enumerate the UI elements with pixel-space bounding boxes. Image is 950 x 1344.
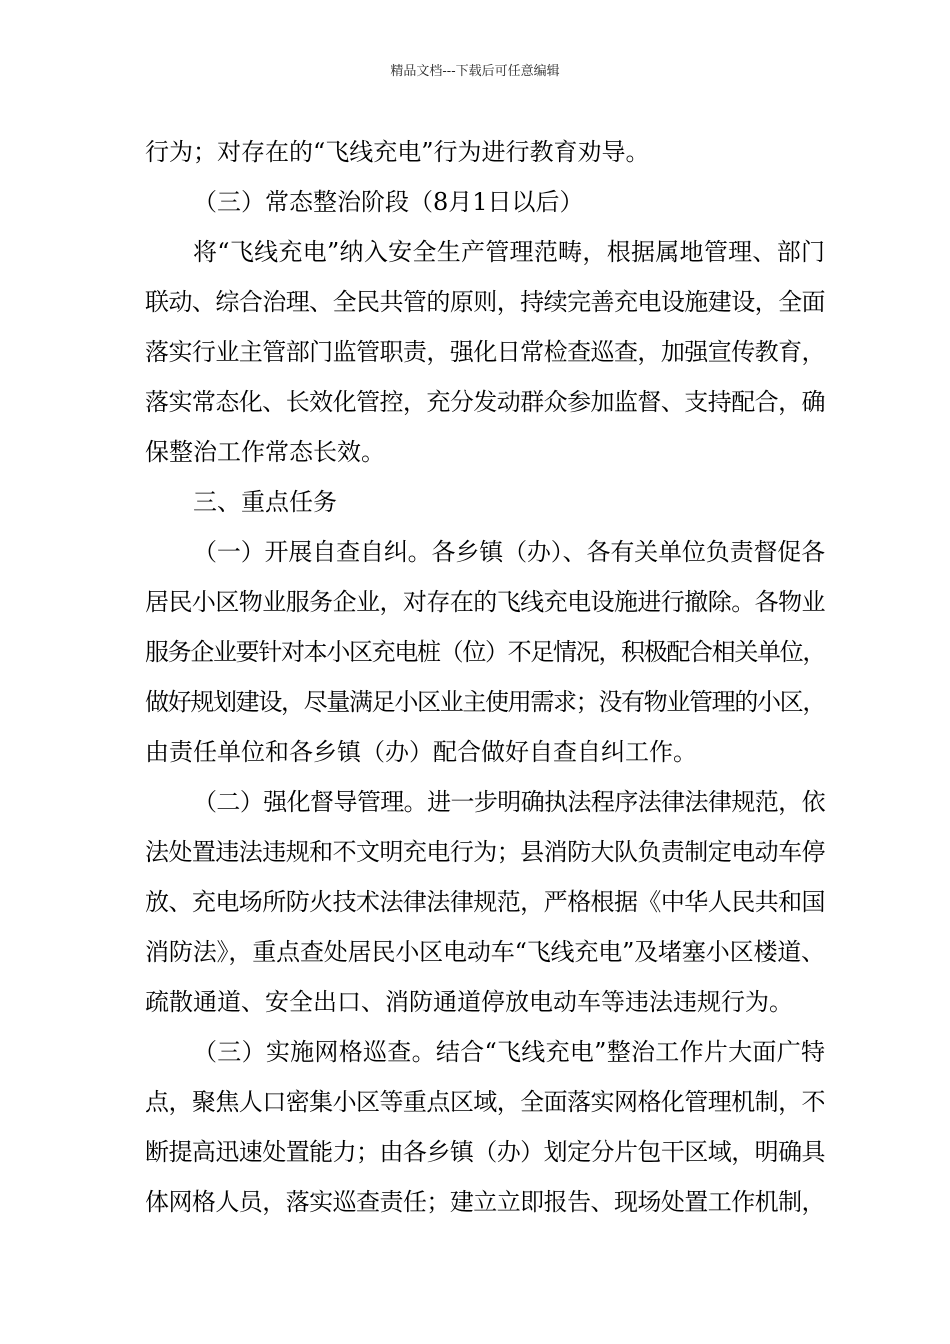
text-line: 联动、综合治理、全民共管的原则，持续完善充电设施建设，全面 <box>145 288 825 316</box>
text-line: 落实常态化、长效化管控，充分发动群众参加监督、支持配合，确 <box>145 388 825 416</box>
text-line: 行为；对存在的“飞线充电”行为进行教育劝导。 <box>145 138 650 166</box>
document-body <box>145 127 825 1227</box>
text-line: 体网格人员，落实巡查责任；建立立即报告、现场处置工作机制， <box>145 1188 825 1216</box>
text-line: 居民小区物业服务企业，对存在的飞线充电设施进行撤除。各物业 <box>145 588 825 616</box>
text-line: 服务企业要针对本小区充电桩（位）不足情况，积极配合相关单位， <box>145 638 825 666</box>
text-line: （三）实施网格巡查。结合“飞线充电”整治工作片大面广特 <box>193 1038 825 1066</box>
text-line: （一）开展自查自纠。各乡镇（办）、各有关单位负责督促各 <box>193 538 825 566</box>
text-line: 法处置违法违规和不文明充电行为；县消防大队负责制定电动车停 <box>145 838 825 866</box>
page-header: 精品文档---下载后可任意编辑 <box>390 64 560 79</box>
text-line: 做好规划建设，尽量满足小区业主使用需求；没有物业管理的小区， <box>145 688 825 716</box>
text-line: 疏散通道、安全出口、消防通道停放电动车等违法违规行为。 <box>145 988 793 1016</box>
text-line: 保整治工作常态长效。 <box>145 438 385 466</box>
text-line: 断提高迅速处置能力；由各乡镇（办）划定分片包干区域，明确具 <box>145 1138 825 1166</box>
text-line: （三）常态整治阶段（8月1日以后） <box>193 188 584 216</box>
text-line: 将“飞线充电”纳入安全生产管理范畴，根据属地管理、部门 <box>193 238 825 266</box>
text-line: 三、重点任务 <box>193 488 337 516</box>
text-line: 落实行业主管部门监管职责，强化日常检查巡查，加强宣传教育， <box>145 338 825 366</box>
text-line: 放、充电场所防火技术法律法律规范，严格根据《中华人民共和国 <box>145 888 825 916</box>
text-line: （二）强化督导管理。进一步明确执法程序法律法律规范，依 <box>193 788 825 816</box>
text-line: 点，聚焦人口密集小区等重点区域，全面落实网格化管理机制，不 <box>145 1088 825 1116</box>
text-line: 消防法》，重点查处居民小区电动车“飞线充电”及堵塞小区楼道、 <box>145 938 825 966</box>
text-line: 由责任单位和各乡镇（办）配合做好自查自纠工作。 <box>145 738 697 766</box>
